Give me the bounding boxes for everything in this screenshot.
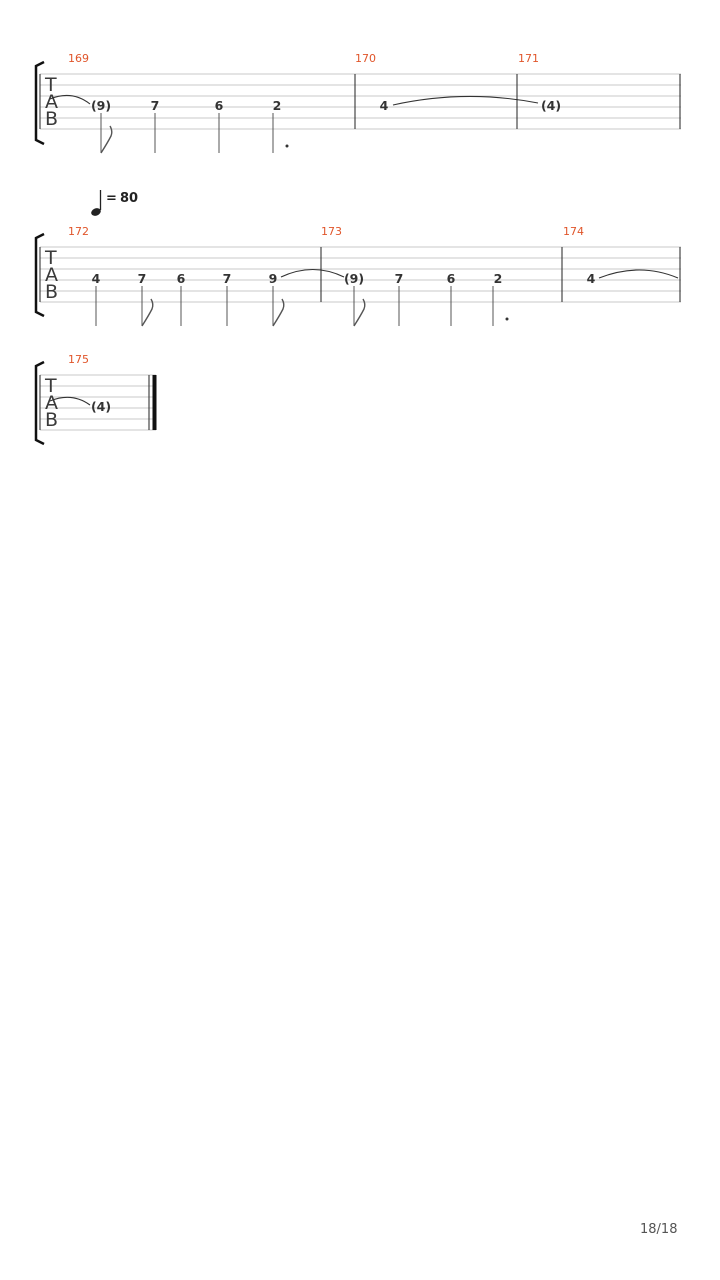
fret-number: 7 <box>394 271 404 286</box>
fret-number: 6 <box>446 271 456 286</box>
fret-number: 9 <box>268 271 278 286</box>
tempo-marking <box>90 190 138 217</box>
tab-clef-t: T <box>45 247 57 269</box>
dotted-note-dot <box>286 145 289 148</box>
fret-number: 7 <box>150 98 160 113</box>
tie <box>393 96 538 105</box>
fret-number: (9) <box>90 98 112 113</box>
bar-number: 174 <box>563 225 584 238</box>
tie <box>281 270 344 278</box>
fret-number: 2 <box>272 98 282 113</box>
tab-clef-a: A <box>45 392 58 414</box>
tab-clef-a: A <box>45 264 58 286</box>
fret-number: 4 <box>586 271 596 286</box>
tempo-equals: = <box>106 191 117 206</box>
fret-number: 7 <box>137 271 147 286</box>
tab-clef-t: T <box>45 375 57 397</box>
eighth-flag <box>142 299 153 326</box>
fret-number: 2 <box>493 271 503 286</box>
fret-number: (4) <box>540 98 562 113</box>
eighth-flag <box>273 299 284 326</box>
fret-number: 6 <box>214 98 224 113</box>
tab-clef-b: B <box>45 281 59 303</box>
bar-number: 171 <box>518 52 539 65</box>
dotted-note-dot <box>506 318 509 321</box>
tab-clef-t: T <box>45 74 57 96</box>
tempo-value: 80 <box>120 191 139 206</box>
fret-number: (9) <box>343 271 365 286</box>
fret-number: 7 <box>222 271 232 286</box>
fret-number: 4 <box>379 98 389 113</box>
tab-clef-b: B <box>45 108 59 130</box>
page-number: 18/18 <box>640 1222 678 1237</box>
system-2 <box>36 225 681 326</box>
tab-clef-a: A <box>45 91 58 113</box>
fret-number: 6 <box>176 271 186 286</box>
system-1 <box>36 52 681 153</box>
bar-number: 170 <box>355 52 376 65</box>
bar-number: 169 <box>68 52 89 65</box>
fret-number: (4) <box>90 399 112 414</box>
tie-to-next <box>599 270 678 278</box>
eighth-flag <box>354 299 365 326</box>
bar-number: 173 <box>321 225 342 238</box>
staff-lines <box>40 74 681 129</box>
system-3 <box>36 353 156 444</box>
eighth-flag <box>101 126 112 153</box>
bar-number: 172 <box>68 225 89 238</box>
bar-number: 175 <box>68 353 89 366</box>
fret-number: 4 <box>91 271 101 286</box>
tab-clef-b: B <box>45 409 59 431</box>
